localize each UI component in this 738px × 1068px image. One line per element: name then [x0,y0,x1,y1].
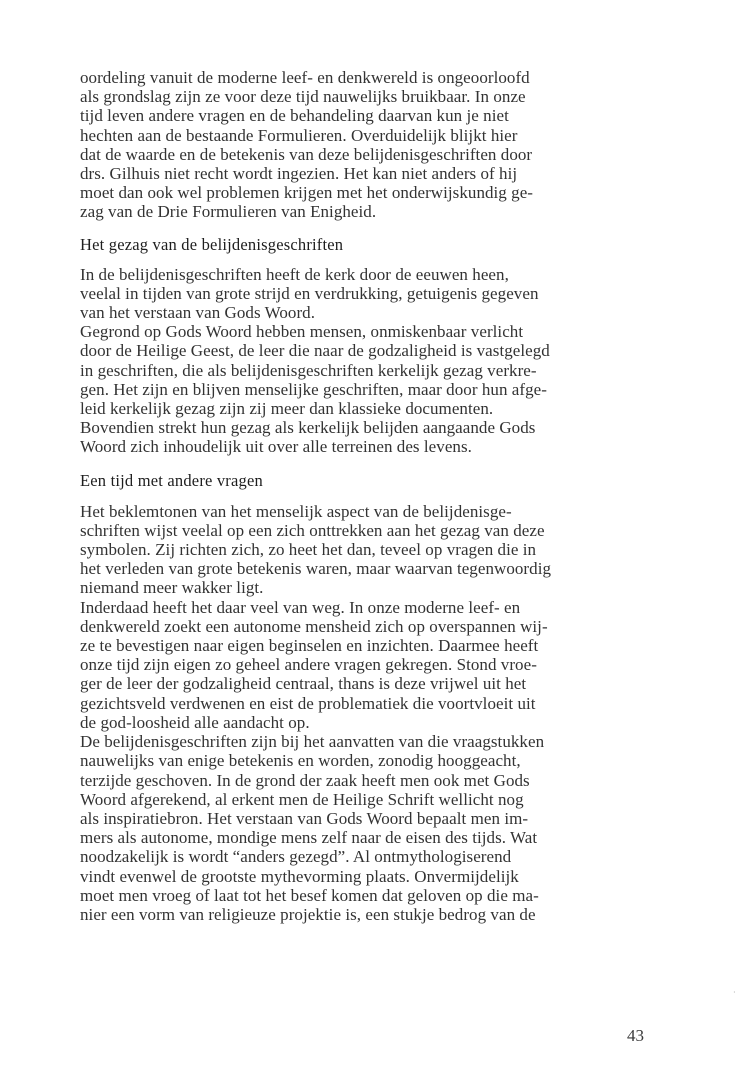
text-line: door de Heilige Geest, de leer die naar de godzaligheid is vastgelegd [80,341,550,361]
text-line: oordeling vanuit de moderne leef- en denkwereld is ongeoorloofd [80,68,530,87]
text-line: veelal in tijden van grote strijd en verdrukking, getuigenis gegeven [80,283,539,303]
intro-paragraph [80,68,662,222]
text-line: Inderdaad heeft het daar veel van weg. In onze moderne leef- en [80,597,521,617]
text-line: ger de leer der godzaligheid centraal, thans is deze vrijwel uit het [80,674,527,694]
text-line: Bovendien strekt hun gezag als kerkelijk belijden aangaande Gods [80,418,536,438]
text-line: denkwereld zoekt een autonome mensheid zich op overspannen wij- [80,616,548,636]
text-line: moet dan ook wel problemen krijgen met het onderwijskundig ge- [80,183,534,203]
text-line: De belijdenisgeschriften zijn bij het aanvatten van die vraagstukken [80,732,545,752]
text-line: drs. Gilhuis niet recht wordt ingezien. Het kan niet anders of hij [80,164,518,184]
section-body-andere-vragen [80,502,662,924]
text-line: als grondslag zijn ze voor deze tijd nauwelijks bruikbaar. In onze [80,87,526,107]
text-line: als inspiratiebron. Het verstaan van Gods Woord bepaalt men im- [80,808,529,828]
section-heading-andere-vragen: Een tijd met andere vragen [80,470,263,490]
text-line: gezichtsveld verdwenen en eist de problematiek die voortvloeit uit [80,693,536,713]
page-number: 43 [627,1026,644,1045]
text-line: In de belijdenisgeschriften heeft de kerk door de eeuwen heen, [80,264,509,284]
text-line: Het beklemtonen van het menselijk aspect van de belijdenisge- [80,501,512,521]
text-line: dat de waarde en de betekenis van deze belijdenisgeschriften door [80,144,533,164]
text-line: moet men vroeg of laat tot het besef komen dat geloven op die ma- [80,885,539,905]
text-line: niemand meer wakker ligt. [80,578,264,598]
text-line: mers als autonome, mondige mens zelf naar de eisen des tijds. Wat [80,828,538,848]
text-line: leid kerkelijk gezag zijn zij meer dan klassieke documenten. [80,399,494,419]
text-line: Woord zich inhoudelijk uit over alle terreinen des levens. [80,437,472,457]
text-line: noodzakelijk is wordt “anders gezegd”. Al ontmythologiserend [80,847,512,867]
text-line: hechten aan de bestaande Formulieren. Overduidelijk blijkt hier [80,125,518,145]
text-line: symbolen. Zij richten zich, zo heet het dan, teveel op vragen die in [80,540,537,560]
section-body-gezag [80,265,662,457]
text-line: terzijde geschoven. In de grond der zaak heeft men ook met Gods [80,770,530,790]
section-heading-gezag: Het gezag van de belijdenisgeschriften [80,234,344,254]
text-line: tijd leven andere vragen en de behandeling daarvan kun je niet [80,106,509,126]
text-line: nier een vorm van religieuze projektie is, een stukje bedrog van de [80,904,536,924]
text-line: Gegrond op Gods Woord hebben mensen, onmiskenbaar verlicht [80,322,524,342]
page-body [80,68,662,924]
margin-mark: · [733,988,736,997]
text-line: onze tijd zijn eigen zo geheel andere vragen gekregen. Stond vroe- [80,655,537,675]
text-line: nauwelijks van enige betekenis en worden, zonodig hooggeacht, [80,751,521,771]
text-line: ze te bevestigen naar eigen beginselen en inzichten. Daarmee heeft [80,636,539,656]
text-line: de god-loosheid alle aandacht op. [80,712,310,732]
text-line: zag van de Drie Formulieren van Enigheid. [80,202,377,222]
text-line: schriften wijst veelal op een zich onttrekken aan het gezag van deze [80,520,545,540]
text-line: vindt evenwel de grootste mythevorming plaats. Onvermijdelijk [80,866,519,886]
text-line: in geschriften, die als belijdenisgeschriften kerkelijk gezag verkre- [80,360,537,380]
text-line: Woord afgerekend, al erkent men de Heilige Schrift wellicht nog [80,789,524,809]
text-line: van het verstaan van Gods Woord. [80,303,316,323]
text-line: het verleden van grote betekenis waren, maar waarvan tegenwoordig [80,559,552,579]
text-line: gen. Het zijn en blijven menselijke geschriften, maar door hun afge- [80,379,547,399]
